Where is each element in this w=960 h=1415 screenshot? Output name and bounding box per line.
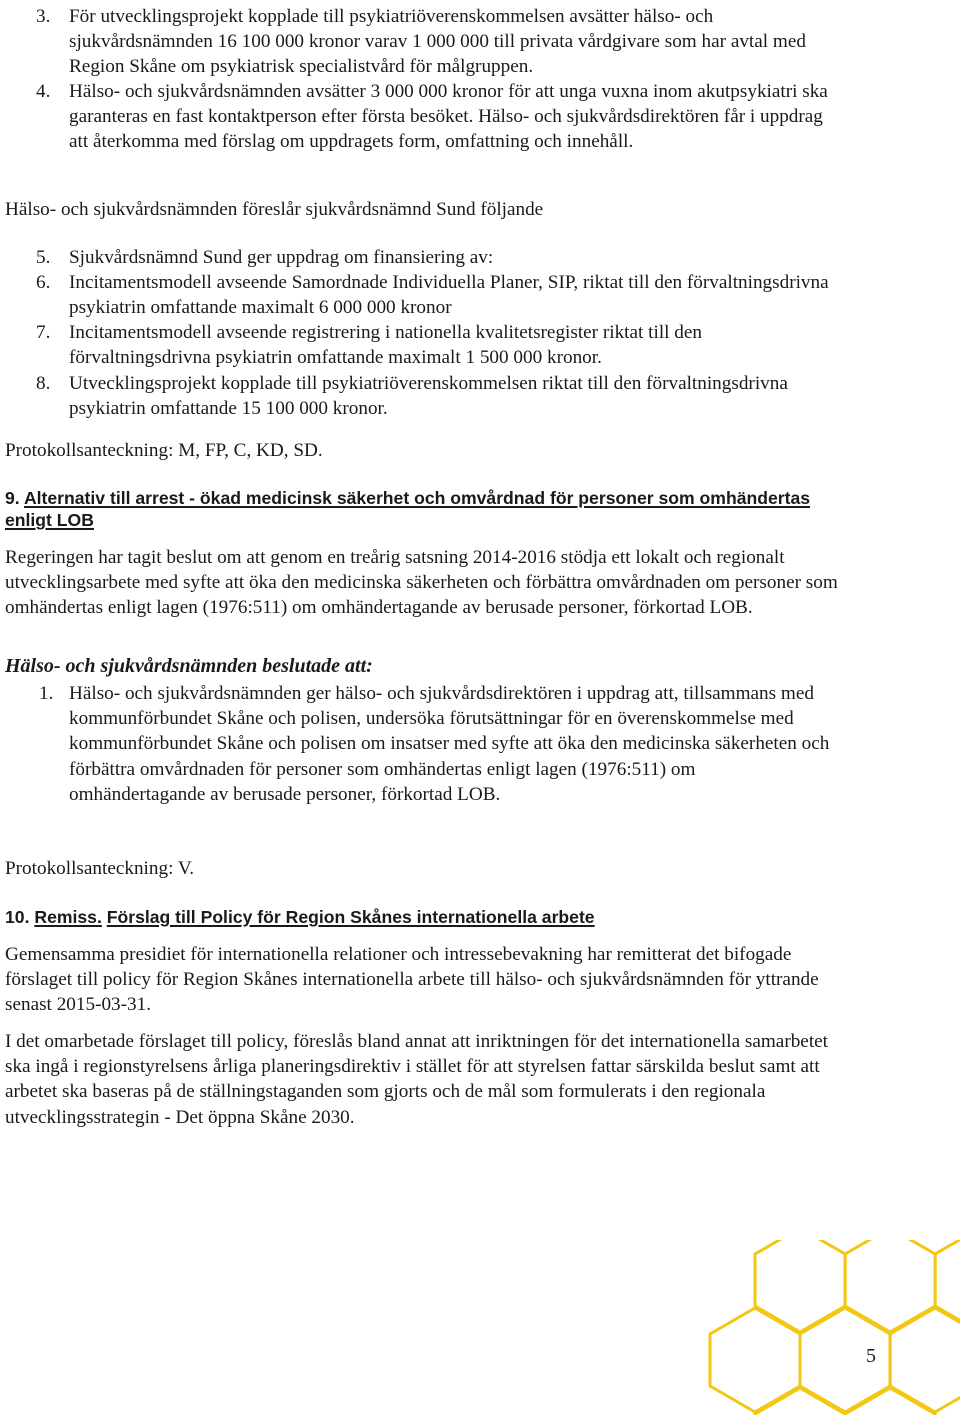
list-item-number: 8. bbox=[36, 373, 51, 394]
list-item-text: Incitamentsmodell avseende Samordnade Individuella Planer, SIP, riktat till den förvaltningsdrivna psykiatrin omfattande maximalt 6 000 000 kronor bbox=[69, 272, 829, 319]
list-item-number: 3. bbox=[36, 6, 51, 27]
honeycomb-cell bbox=[845, 1240, 935, 1332]
list-item-number: 4. bbox=[36, 81, 51, 102]
list-item-text: Hälso- och sjukvårdsnämnden avsätter 3 000 000 kronor för att unga vuxna inom akutpsykiatri ska garanteras en fast kontaktperson efter första besöket. Hälso- och sjukvårdsdirektören får i uppdrag att återkomma med förslag om uppdragets form, omfattning och innehåll. bbox=[69, 81, 828, 153]
list-item-text: Sjukvårdsnämnd Sund ger uppdrag om finansiering av: bbox=[69, 247, 494, 268]
list-item-text: Utvecklingsprojekt kopplade till psykiatriöverenskommelsen riktat till den förvaltningsdrivna psykiatrin omfattande 15 100 000 kronor. bbox=[69, 373, 788, 420]
honeycomb-cell bbox=[890, 1308, 960, 1412]
section-number: 9. bbox=[5, 488, 20, 508]
honeycomb-cell bbox=[755, 1240, 845, 1332]
list-item-text: Hälso- och sjukvårdsnämnden ger hälso- och sjukvårdsdirektören i uppdrag att, tillsammans med kommunförbundet Skåne och polisen, undersöka förutsättningar för en överenskommelse med kommunförbundet Skåne och polisen om insatser med syfte att öka den medicinska säkerheten och förbättra omvårdnaden för personer som omhändertas enligt lagen (1976:511) om omhändertagande av berusade personer, förkortad LOB. bbox=[69, 683, 830, 805]
list-item-number: 5. bbox=[36, 247, 51, 268]
section-heading bbox=[5, 487, 835, 532]
honeycomb-cell bbox=[755, 1388, 845, 1415]
protocol-note: Protokollsanteckning: M, FP, C, KD, SD. bbox=[5, 440, 323, 461]
honeycomb-icon bbox=[700, 1240, 960, 1415]
list-item-text: Incitamentsmodell avseende registrering i nationella kvalitetsregister riktat till den förvaltningsdrivna psykiatrin omfattande maximalt 1 500 000 kronor. bbox=[69, 322, 702, 369]
decision-heading: Hälso- och sjukvårdsnämnden beslutade att: bbox=[5, 655, 373, 677]
section-title-prefix: Remiss. bbox=[34, 907, 102, 927]
list-item-text: För utvecklingsprojekt kopplade till psykiatriöverenskommelsen avsätter hälso- och sjukvårdsnämnden 16 100 000 kronor varav 1 000 000 till privata vårdgivare som har avtal med Region Skåne om psykiatrisk specialistvård för målgruppen. bbox=[69, 6, 806, 78]
section-title: Förslag till Policy för Region Skånes internationella arbete bbox=[106, 907, 595, 927]
section-title: Alternativ till arrest - ökad medicinsk säkerhet och omvårdnad för personer som omhändertas enligt LOB bbox=[5, 488, 811, 531]
section-paragraph: I det omarbetade förslaget till policy, föreslås bland annat att inriktningen för det internationella samarbetet ska ingå i regionstyrelsens årliga planeringsdirektiv i stället för att styrelsen fattar särskilda beslut samt att arbetet ska baseras på de ställningstaganden som gjorts och de mål som formulerats i den regionala utvecklingsstrategin - Det öppna Skåne 2030. bbox=[5, 1031, 828, 1128]
section-paragraph: Regeringen har tagit beslut om att genom en treårig satsning 2014-2016 stödja ett lokalt och regionalt utvecklingsarbete med syfte att öka den medicinska säkerheten och förbättra omvårdnaden om personer som omhändertas enligt lagen (1976:511) om omhändertagande av berusade personer, förkortad LOB. bbox=[5, 547, 838, 619]
proposal-intro: Hälso- och sjukvårdsnämnden föreslår sjukvårdsnämnd Sund följande bbox=[5, 199, 544, 220]
honeycomb-cell bbox=[935, 1240, 960, 1332]
protocol-note: Protokollsanteckning: V. bbox=[5, 858, 195, 879]
list-item-number: 6. bbox=[36, 272, 51, 293]
section-paragraph: Gemensamma presidiet för internationella relationer och intressebevakning har remitterat det bifogade förslaget till policy för Region Skånes internationella arbete till hälso- och sjukvårdsnämnden för yttrande senast 2015-03-31. bbox=[5, 944, 819, 1016]
section-number: 10. bbox=[5, 907, 30, 927]
list-item-number: 1. bbox=[39, 683, 54, 704]
section-heading bbox=[5, 906, 835, 928]
honeycomb-cell bbox=[845, 1388, 935, 1415]
page-number: 5 bbox=[866, 1345, 876, 1367]
list-item-number: 7. bbox=[36, 322, 51, 343]
